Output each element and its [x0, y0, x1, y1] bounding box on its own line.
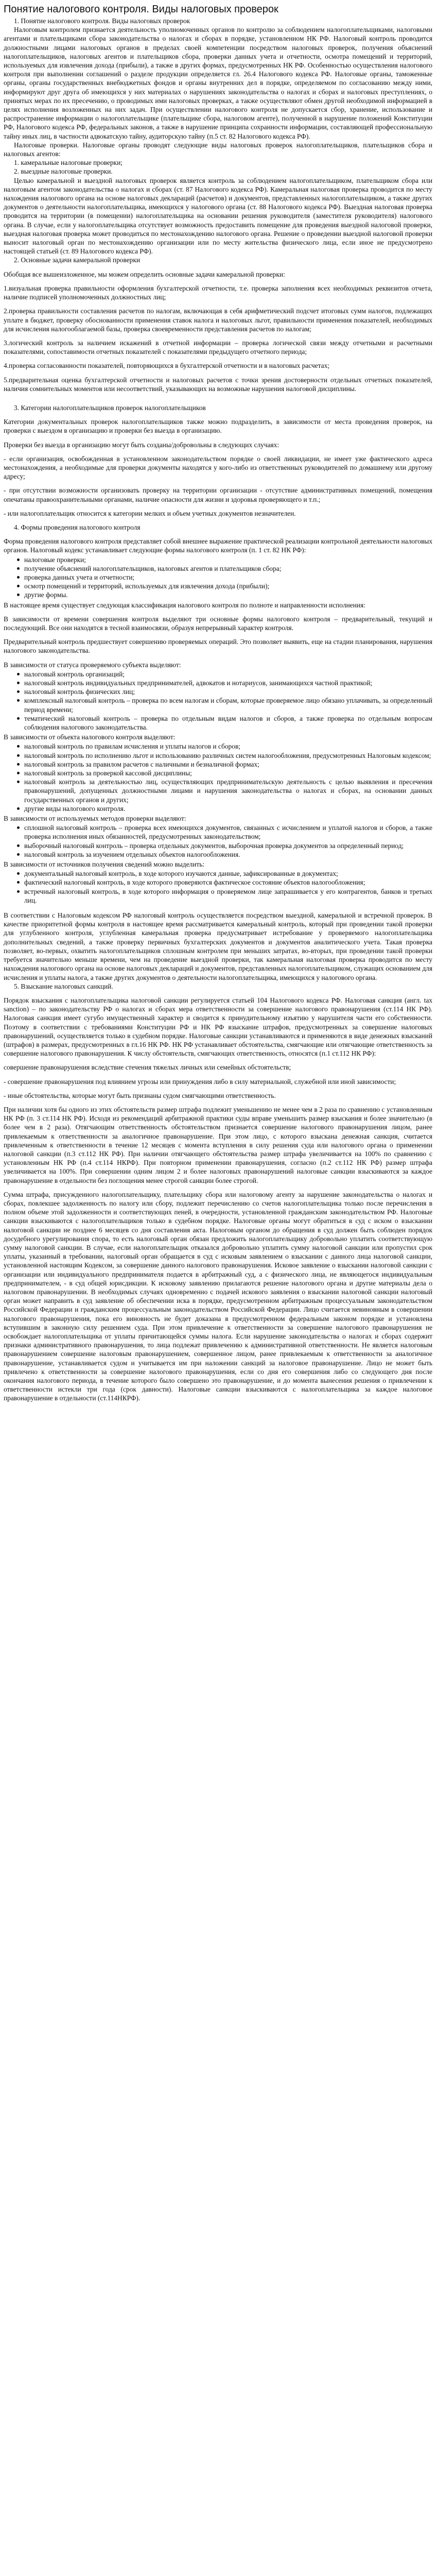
list-item: налоговый контроль физических лиц; [24, 687, 432, 696]
list-item: получение объяснений налогоплательщиков, налоговых агентов и плательщиков сбора; [24, 564, 432, 573]
paragraph: Сумма штрафа, присужденного налогоплательщику, плательщику сбора или налоговому агенту за нарушение законодательства о налогах и сборах, повлекшее задолженность по налогу или сбору, подлежит перечислению со счетов налогоплательщика только после перечисления в полном объеме этой задолженности и соответствующих пеней, в очередности, установленной гражданским законодательством РФ. Налоговые санкции взыскиваются с налогоплательщиков только в судебном порядке. Налоговые органы могут обратиться в суд с иском о взыскании налоговой санкции не позднее 6 месяцев со дня составления акта. Налоговым органом до обращения в суд должен быть соблюден порядок досудебного урегулирования спора, то есть налоговый орган обязан предложить налогоплательщику добровольно уплатить соответствующую сумму налоговой санкции. В случае, если налогоплательщик отказался добровольно уплатить сумму налоговой санкции или пропустил срок уплаты, указанный в требовании, налоговый орган обращается в суд с исковым заявлением о взыскании с данного лица налоговой санкции, установленной настоящим Кодексом, за совершение данного налогового правонарушения. Исковое заявление о взыскании налоговой санкции с организации или индивидуального предпринимателя подается в арбитражный суд, а с физического лица, не являющегося индивидуальным предпринимателем, - в суд общей юрисдикции. К исковому заявлению прилагаются решение налогового органа и другие материалы дела о налоговом правонарушении. В необходимых случаях одновременно с подачей искового заявления о взыскании налоговой санкции налоговый орган может направить в суд заявление об обеспечении иска в порядке, предусмотренном арбитражным процессуальным законодательством Российской Федерации и гражданским процессуальным законодательством Российской Федерации. Лицо считается невиновным в совершении налогового правонарушения, пока его виновность не будет доказана в предусмотренном федеральным законом порядке и установлена вступившим в законную силу решением суда. При этом привлечение к ответственности за совершение налогового правонарушения не освобождает налогоплательщика от уплаты причитающейся суммы налога. Если нарушение законодательства о налогах и сборах содержит признаки административного правонарушения, то лица подлежат привлечению к административной ответственности. Не является налоговым правонарушением совершение налоговым правонарушением, совершенное лицом, ранее привлекаемым к ответственности за аналогичное правонарушение, устанавливается судом и учитывается им при наложении санкций за налоговое правонарушение. Лицо не может быть привлечено к ответственности за совершение налогового правонарушения, если со дня его совершения либо со следующего дня после окончания налогового периода, в течение которого было совершено это правонарушение, и до момента вынесения решения о привлечении к ответственности истекли три года (срок давности). Налоговые санкции взыскиваются с налогоплательщика за каждое налоговое правонарушение в отдельности (ст.114НКРФ). [4, 1190, 432, 1402]
spacer [4, 632, 432, 637]
paragraph: 1.визуальная проверка правильности оформления бухгалтерской отчетности, т.е. проверка заполнения всех необходимых реквизитов отчета, наличие подписей уполномоченных должностных лиц; [4, 284, 432, 301]
paragraph: Проверки без выезда в организацию могут быть созданы/добровольны в следующих случаях: [4, 440, 280, 449]
paragraph: Категории документальных проверок налогоплательщиков также можно подразделить, в зависимости от места проведения проверок, на проверки с выездом в организацию и проверки без выезда в организацию. [4, 418, 432, 435]
spacer [4, 1072, 432, 1077]
paragraph: В зависимости от используемых методов проверки выделяют: [4, 815, 186, 823]
paragraph: Порядок взыскания с налогоплательщика налоговой санкции регулируется статьей 104 Налогового кодекса РФ. Налоговая санкция (англ. tax sanction) – по законодательству РФ о налогах и сборах мера ответственности за совершение налогового правонарушения (ст.114 НК РФ). Налоговая санкция имеет сугубо имущественный характер и сводится к принудительному изъятию у нарушителя части его собственности. Поэтому в соответствии с требованиями Конституции РФ и НК РФ взыскание штрафов, предусмотренных за совершение налоговых правонарушений, осуществляется только в судебном порядке. Налоговые санкции устанавливаются и применяются в виде денежных взысканий (штрафов) в размерах, предусмотренных в гл.16 НК РФ. НК РФ устанавливает обстоятельства, смягчающие или отягчающие ответственность за совершение налогового правонарушения. К числу обстоятельств, смягчающих ответственность, относятся (п.1 ст.112 НК РФ): [4, 996, 432, 1058]
spacer [4, 435, 432, 440]
paragraph: Обобщая все вышеизложенное, мы можем определить основные задачи камеральной проверки: [4, 270, 285, 278]
paragraph: 2. выездные налоговые проверки. [14, 167, 113, 176]
paragraph: Целью камеральной и выездной налоговых проверок является контроль за соблюдением налогоплательщиком, плательщиком сбора или налоговым агентом законодательства о налогах и сборах (ст. 87 Налогового кодекса РФ). Камеральная налоговая проверка проводится по месту нахождения налогового органа на основе налоговых деклараций (расчетов) и документов, представленных налогоплательщиком, а также других документов о деятельности налогоплательщика, имеющихся у налогового органа (ст. 88 Налогового кодекса РФ). Выездная налоговая проверка проводится на территории (в помещении) налогоплательщика на основании решения руководителя (заместителя руководителя) налогового органа. В случае, если у налогоплательщика отсутствует возможность предоставить помещение для проведения выездной налоговой проверки, выездная налоговая проверка может проводиться по местонахождению налогового органа. Решение о проведении выездной налоговой проверки выносит налоговый орган по местонахождению организации или по месту жительства физического лица, если иное не предусмотрено настоящей статьей (ст. 89 Налогового кодекса РФ). [4, 176, 432, 256]
paragraph: 1. Понятие налогового контроля. Виды налоговых проверок [14, 17, 190, 25]
list-item: налоговый контроль организаций; [24, 670, 432, 679]
spacer [4, 265, 432, 270]
list-item: фактический налоговый контроль, в ходе которого проверяются фактическое состояние объектов налогообложения; [24, 878, 432, 887]
spacer [4, 301, 432, 307]
paragraph: В зависимости от статуса проверяемого субъекта выделяют: [4, 660, 181, 669]
page-title: Понятие налогового контроля. Виды налоговых проверок [4, 4, 278, 15]
spacer [4, 449, 432, 454]
spacer [4, 398, 432, 403]
list-item: налоговый контроль по исполнению льгот и использованию различных систем налогообложения, предусмотренных Налоговым кодексом; [24, 751, 432, 760]
list-item: налоговый контроль за изучением отдельных объектов налогообложения. [24, 850, 432, 859]
paragraph: 4.проверка согласованности показателей, повторяющихся в бухгалтерской отчетности и в налоговых расчетах; [4, 362, 329, 370]
spacer [4, 655, 432, 660]
list-item: налоговый контроль за правилом расчетов с наличными и безналичной формах; [24, 760, 432, 769]
paragraph: 5. Взыскание налоговых санкций. [14, 982, 113, 990]
paragraph: В соответствии с Налоговым кодексом РФ налоговый контроль осуществляется посредством выездной, камеральной и встречной проверок. В качестве приоритетной формы контроля в настоящее время рассматривается камеральный контроль, который при проведении такой проверки для углубленного контроля, углубленная камеральная проверка предусматривает истребование у проверяемого налогоплательщика дополнительных сведений, а также проверку первичных бухгалтерских документов и документов аналитического учета. Такая проверка позволяет, во-первых, охватить налогоплательщиков сплошным контролем при меньших затратах, во-вторых, при проведении такой проверки требуется значительно меньше времени, чем на проведение выездной проверки, так камеральная налоговая проверка проводится по месту нахождения налогового органа на основе налоговых деклараций и документов, представленных налогоплательщиком, служащих основанием для исчисления и уплаты налога, а также других документов о деятельности налогоплательщика, имеющихся у налогового органа. [4, 911, 432, 981]
spacer [4, 1185, 432, 1190]
list-item: налоговый контроль за деятельностью лиц, осуществляющих предпринимательскую деятельность с целью выявления и пресечения правонарушений, допущенных должностными лицами и нарушения законодательства о налогах и сборах, на основании данных государственных органов и других; [24, 778, 432, 804]
bullet-list [4, 555, 432, 600]
spacer [4, 1086, 432, 1091]
paragraph: совершение правонарушения вследствие стечения тяжелых личных или семейных обстоятельств; [4, 1063, 291, 1072]
bullet-list [4, 742, 432, 813]
list-item: сплошной налоговый контроль – проверка всех имеющихся документов, связанных с исчислением и уплатой налогов и сборов, а также проверка исполнения иных обязанностей, предусмотренных законодательством; [24, 824, 432, 841]
paragraph: 4. Формы проведения налогового контроля [14, 523, 141, 531]
list-item: проверка данных учета и отчетности; [24, 573, 432, 582]
document-body [4, 16, 432, 1403]
paragraph: - если организация, освобожденная в установленном законодательством порядке о своей ликвидации, не имеет уже фактического адреса местонахождения, а необходимые для проверки документы находятся у кого-либо из ответственных руководителей по домашнему или другому адресу; [4, 454, 432, 481]
paragraph: В зависимости от времени совершения контроля выделяют три основные формы налогового контроля – предварительный, текущий и последующий. Все они находятся в тесной взаимосвязи, образуя непрерывный характер контроля. [4, 615, 432, 632]
paragraph: Налоговым контролем признается деятельность уполномоченных органов по контролю за соблюдением налогоплательщиками, налоговыми агентами и плательщиками сбора законодательства о налогах и сборах в порядке, установленном НК РФ. Налоговый контроль проводится должностными лицами налоговых органов в пределах своей компетенции посредством налоговых проверок, получения объяснений налогоплательщиков, налоговых агентов и плательщиков сбора, проверки данных учета и отчетности, осмотра помещений и территорий, используемых для извлечения дохода (прибыли), а также в других формах, предусмотренных НК РФ. Особенностью осуществления налогового контроля при выполнении соглашений о разделе продукции определяется гл. 26.4 Налогового кодекса РФ. Налоговые органы, таможенные органы, органы государственных внебюджетных фондов и органы внутренних дел в порядке, определяемом по согласованию между ними, информируют друг друга об имеющихся у них материалах о нарушениях законодательства о налогах и сборах и налоговых преступлениях, о принятых мерах по их пресечению, о проводимых ими налоговых проверках, а также осуществляют обмен другой необходимой информацией в целях исполнения возложенных на них задач. При осуществлении налогового контроля не допускается сбор, хранение, использование и распространение информации о налогоплательщике (плательщике сбора, налоговом агенте), полученной в нарушение положений Конституции РФ, Налогового кодекса РФ, федеральных законов, а также в нарушение принципа сохранности информации, составляющей профессиональную тайну иных лиц, в частности адвокатскую тайну, аудиторскую тайну (п.5 ст. 82 Налогового кодекса РФ). [4, 26, 432, 140]
paragraph: 5.предварительная оценка бухгалтерской отчетности и налоговых расчетов с точки зрения достоверности отдельных отчетных показателей, наличия сомнительных моментов или несоответствий, указывающих на возможные нарушения налоговой дисциплины. [4, 376, 432, 393]
spacer [4, 333, 432, 338]
spacer [4, 412, 432, 417]
paragraph: 2.проверка правильности составления расчетов по налогам, включающая в себя арифметический подсчет итоговых сумм налогов, подлежащих уплате в бюджет, проверку обоснованности применения ставок налога и налоговых льгот, правильности применения показателей, необходимых для исчисления налогооблагаемой базы, проверка своевременности представления расчетов по налогам; [4, 307, 432, 333]
spacer [4, 1100, 432, 1105]
paragraph: - или налогоплательщик относится к категории мелких и объем учетных документов незначителен. [4, 509, 296, 517]
list-item: другие виды налогового контроля. [24, 804, 432, 813]
paragraph: В настоящее время существует следующая классификация налогового контроля по полноте и направленности исполнения: [4, 601, 365, 609]
spacer [4, 393, 432, 398]
paragraph: 2. Основные задачи камеральной проверки [14, 256, 141, 264]
spacer [4, 356, 432, 361]
spacer [4, 991, 432, 996]
list-item: тематический налоговый контроль – проверка по отдельным видам налогов и сборов, а также проверка по отдельным вопросам соблюдения налогового законодательства. [24, 714, 432, 732]
bullet-list [4, 869, 432, 905]
bullet-list [4, 823, 432, 859]
list-item: налоговые проверки; [24, 555, 432, 564]
list-item: осмотр помещений и территорий, используемых для извлечения дохода (прибыли); [24, 582, 432, 590]
list-item: другие формы. [24, 590, 432, 599]
spacer [4, 1058, 432, 1063]
paragraph: 3. Категории налогоплательщиков проверок налогоплательщиков [14, 403, 206, 412]
spacer [4, 532, 432, 537]
bullet-list [4, 670, 432, 732]
list-item: комплексный налоговый контроль – проверка по всем налогам и сборам, которые проверяемое лицо обязано уплачивать, за определенный период времени; [24, 697, 432, 714]
list-item: выборочный налоговый контроль – проверка отдельных документов, выборочная проверка документов за определенный период; [24, 841, 432, 850]
spacer [4, 609, 432, 615]
spacer [4, 906, 432, 911]
list-item: встречный налоговый контроль, в ходе которого информация о проверяемом лице запрашивается у его контрагентов, банков и третьих лиц. [24, 887, 432, 904]
list-item: документальный налоговый контроль, в ходе которого изучаются данные, зафиксированные в документах; [24, 869, 432, 878]
paragraph: 1. камеральные налоговые проверки; [14, 159, 123, 167]
paragraph: При наличии хотя бы одного из этих обстоятельств размер штрафа подлежит уменьшению не менее чем в 2 раза по сравнению с установленным НК РФ (п. 3 ст.114 НК РФ). Исходя из рекомендаций арбитражной практики суды вправе уменьшить размер взыскания и более значительно (в более чем в 2 раза). Отягчающим ответственность обстоятельством признается совершение налогового правонарушения лицом, ранее привлекаемым к ответственности за аналогичное правонарушение. При этом лицо, с которого взыскана денежная санкция, считается привлеченным к ответственности в течение 12 месяцев с момента вступления в силу решения суда или налогового органа о применении налоговой санкции (п.3 ст.112 НК РФ). При наличии отягчающего обстоятельства размер штрафа увеличивается на 100% по сравнению с установленным НК РФ (п.4 ст.114 НКРФ). При повторном применении правонарушения, согласно (п.2 ст.112 НК РФ) размер штрафа увеличивается на 100%. При совершении одним лицом 2 и более налоговых правонарушений налоговые санкции взыскиваются за каждое правонарушение в отдельности без поглощения менее строгой санкции более строгой. [4, 1105, 432, 1184]
spacer [4, 481, 432, 486]
list-item: налоговый контроль за проверкой кассовой дисциплины; [24, 769, 432, 777]
paragraph: - иные обстоятельства, которые могут быть признаны судом смягчающими ответственность. [4, 1091, 276, 1099]
paragraph: В зависимости от источников получения сведений можно выделить: [4, 860, 205, 869]
paragraph: Налоговые проверки. Налоговые органы проводят следующие виды налоговых проверок налогоплательщиков, плательщиков сбора и налоговых агентов: [4, 141, 432, 158]
paragraph: - совершение правонарушения под влиянием угрозы или принуждения либо в силу материальной, служебной или иной зависимости; [4, 1077, 396, 1086]
spacer [4, 370, 432, 376]
list-item: налоговый контроль по правилам исчисления и уплаты налогов и сборов; [24, 742, 432, 751]
paragraph: Форма проведения налогового контроля представляет собой внешнее выражение практической реализации контрольной деятельности налоговых органов. Налоговый кодекс устанавливает следующие формы налогового контроля (п. 1 ст. 82 НК РФ): [4, 537, 432, 554]
paragraph: Предварительный контроль предшествует совершению проверяемых операций. Это позволяет выявить, еще на стадии планирования, нарушения налогового законодательства. [4, 638, 432, 655]
spacer [4, 504, 432, 509]
paragraph: - при отсутствии возможности организовать проверку на территории организации - отсутствие административных помещений, помещения опечатаны правоохранительными органами, наличие опасности для жизни и здоровья проверяющего и т.п.; [4, 486, 432, 503]
paragraph: В зависимости от объекта налогового контроля выделяют: [4, 733, 176, 741]
spacer [4, 279, 432, 284]
list-item: налоговый контроль индивидуальных предпринимателей, адвокатов и нотариусов, занимающихся частной практикой; [24, 679, 432, 687]
spacer [4, 518, 432, 523]
paragraph: 3.логический контроль за наличием искажений в отчетной информации – проверка логической связи между отчетными и расчетными показателями, сопоставимости отчетных показателей с показателями предыдущего отчетного периода; [4, 338, 432, 356]
